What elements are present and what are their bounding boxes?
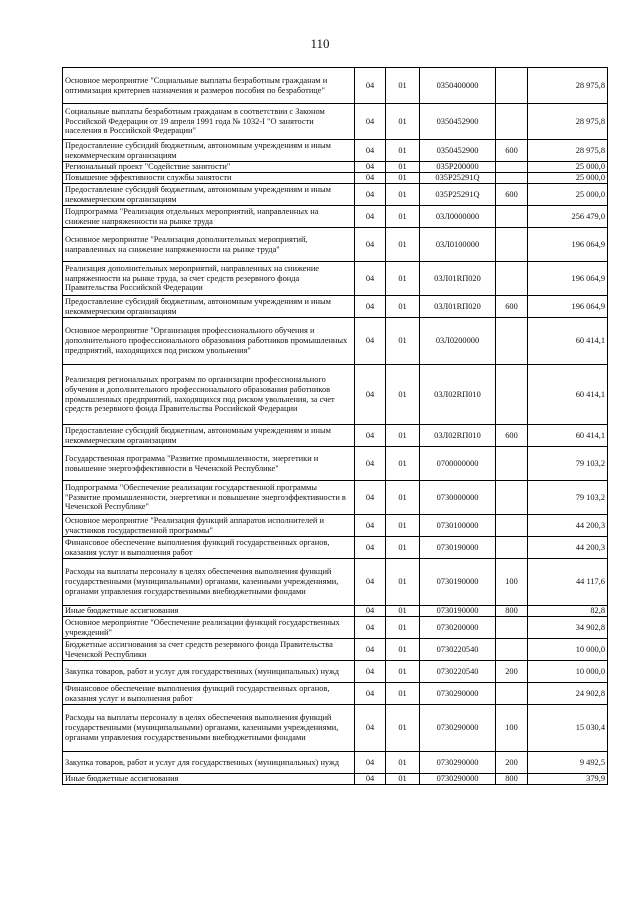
table-row — [63, 559, 608, 606]
subsection-code-cell: 01 — [386, 140, 420, 162]
target-article-cell: 03Л0000000 — [420, 206, 496, 228]
section-code-cell: 04 — [355, 752, 386, 774]
expense-type-cell: 200 — [496, 752, 528, 774]
section-code-cell: 04 — [355, 162, 386, 173]
expense-name-cell: Расходы на выплаты персоналу в целях обеспечения выполнения функций государственными (муниципальными) органами, казенными учреждениями, органами управления государственными внебюджетными фондами — [63, 559, 355, 606]
table-row — [63, 68, 608, 104]
table-row — [63, 262, 608, 296]
amount-cell: 60 414,1 — [528, 425, 608, 447]
table-row — [63, 173, 608, 184]
section-code-cell: 04 — [355, 639, 386, 661]
target-article-cell: 0730000000 — [420, 481, 496, 515]
section-code-cell: 04 — [355, 774, 386, 785]
amount-cell: 196 064,9 — [528, 228, 608, 262]
expense-type-cell — [496, 481, 528, 515]
target-article-cell: 035P25291Q — [420, 184, 496, 206]
expense-name-cell: Предоставление субсидий бюджетным, автономным учреждениям и иным некоммерческим организациям — [63, 140, 355, 162]
expense-type-cell: 600 — [496, 425, 528, 447]
table-row — [63, 162, 608, 173]
section-code-cell: 04 — [355, 68, 386, 104]
target-article-cell: 03Л02RП010 — [420, 425, 496, 447]
table-row — [63, 774, 608, 785]
section-code-cell: 04 — [355, 683, 386, 705]
expense-name-cell: Предоставление субсидий бюджетным, автономным учреждениям и иным некоммерческим организациям — [63, 425, 355, 447]
target-article-cell: 0730190000 — [420, 537, 496, 559]
table-row — [63, 140, 608, 162]
subsection-code-cell: 01 — [386, 206, 420, 228]
expense-name-cell: Предоставление субсидий бюджетным, автономным учреждениям и иным некоммерческим организациям — [63, 184, 355, 206]
expense-type-cell: 800 — [496, 606, 528, 617]
page-number: 110 — [310, 36, 330, 51]
target-article-cell: 0730220540 — [420, 639, 496, 661]
target-article-cell: 03Л01RП020 — [420, 296, 496, 318]
section-code-cell: 04 — [355, 447, 386, 481]
target-article-cell: 03Л0200000 — [420, 318, 496, 365]
expense-name-cell: Социальные выплаты безработным гражданам в соответствии с Законом Российской Федерации от 19 апреля 1991 года № 1032-I "О занятости населения в Российской Федерации" — [63, 104, 355, 140]
expense-type-cell — [496, 365, 528, 425]
subsection-code-cell: 01 — [386, 559, 420, 606]
expense-type-cell — [496, 262, 528, 296]
section-code-cell: 04 — [355, 606, 386, 617]
expense-type-cell: 600 — [496, 296, 528, 318]
target-article-cell: 0700000000 — [420, 447, 496, 481]
table-row — [63, 296, 608, 318]
expense-name-cell: Закупка товаров, работ и услуг для государственных (муниципальных) нужд — [63, 661, 355, 683]
subsection-code-cell: 01 — [386, 318, 420, 365]
section-code-cell: 04 — [355, 481, 386, 515]
section-code-cell: 04 — [355, 365, 386, 425]
target-article-cell: 035P25291Q — [420, 173, 496, 184]
target-article-cell: 0730190000 — [420, 559, 496, 606]
subsection-code-cell: 01 — [386, 515, 420, 537]
section-code-cell: 04 — [355, 559, 386, 606]
expense-name-cell: Иные бюджетные ассигнования — [63, 774, 355, 785]
section-code-cell: 04 — [355, 184, 386, 206]
amount-cell: 34 902,8 — [528, 617, 608, 639]
expense-type-cell — [496, 683, 528, 705]
subsection-code-cell: 01 — [386, 447, 420, 481]
table-row — [63, 705, 608, 752]
section-code-cell: 04 — [355, 318, 386, 365]
section-code-cell: 04 — [355, 661, 386, 683]
target-article-cell: 0730290000 — [420, 752, 496, 774]
expense-type-cell — [496, 162, 528, 173]
expense-type-cell — [496, 318, 528, 365]
table-row — [63, 752, 608, 774]
expense-type-cell: 800 — [496, 774, 528, 785]
amount-cell: 256 479,0 — [528, 206, 608, 228]
subsection-code-cell: 01 — [386, 606, 420, 617]
amount-cell: 9 492,5 — [528, 752, 608, 774]
subsection-code-cell: 01 — [386, 639, 420, 661]
expense-type-cell: 100 — [496, 559, 528, 606]
expense-name-cell: Региональный проект "Содействие занятости" — [63, 162, 355, 173]
section-code-cell: 04 — [355, 104, 386, 140]
subsection-code-cell: 01 — [386, 262, 420, 296]
subsection-code-cell: 01 — [386, 481, 420, 515]
table-row — [63, 184, 608, 206]
target-article-cell: 0730190000 — [420, 606, 496, 617]
amount-cell: 25 000,0 — [528, 173, 608, 184]
target-article-cell: 03Л01RП020 — [420, 262, 496, 296]
subsection-code-cell: 01 — [386, 68, 420, 104]
amount-cell: 379,9 — [528, 774, 608, 785]
expense-name-cell: Основное мероприятие "Реализация функций аппаратов исполнителей и участников государственной программы" — [63, 515, 355, 537]
subsection-code-cell: 01 — [386, 162, 420, 173]
expense-name-cell: Предоставление субсидий бюджетным, автономным учреждениям и иным некоммерческим организациям — [63, 296, 355, 318]
target-article-cell: 03Л02RП010 — [420, 365, 496, 425]
amount-cell: 25 000,0 — [528, 184, 608, 206]
expense-type-cell — [496, 173, 528, 184]
subsection-code-cell: 01 — [386, 683, 420, 705]
target-article-cell: 0730200000 — [420, 617, 496, 639]
subsection-code-cell: 01 — [386, 228, 420, 262]
table-row — [63, 206, 608, 228]
expense-type-cell: 600 — [496, 184, 528, 206]
expense-type-cell: 200 — [496, 661, 528, 683]
table-row — [63, 515, 608, 537]
subsection-code-cell: 01 — [386, 425, 420, 447]
amount-cell: 24 902,8 — [528, 683, 608, 705]
expense-name-cell: Финансовое обеспечение выполнения функций государственных органов, оказания услуг и выполнения работ — [63, 683, 355, 705]
table-row — [63, 318, 608, 365]
expense-name-cell: Основное мероприятие "Организация профессионального обучения и дополнительного профессионального образования работников промышленных предприятий, находящихся под риском увольнения" — [63, 318, 355, 365]
section-code-cell: 04 — [355, 173, 386, 184]
table-row — [63, 639, 608, 661]
target-article-cell: 0730290000 — [420, 683, 496, 705]
table-row — [63, 537, 608, 559]
section-code-cell: 04 — [355, 537, 386, 559]
amount-cell: 79 103,2 — [528, 481, 608, 515]
section-code-cell: 04 — [355, 140, 386, 162]
amount-cell: 28 975,8 — [528, 104, 608, 140]
table-row — [63, 606, 608, 617]
expense-type-cell — [496, 515, 528, 537]
amount-cell: 44 117,6 — [528, 559, 608, 606]
amount-cell: 60 414,1 — [528, 365, 608, 425]
subsection-code-cell: 01 — [386, 752, 420, 774]
expense-name-cell: Бюджетные ассигнования за счет средств резервного фонда Правительства Чеченской Республики — [63, 639, 355, 661]
amount-cell: 44 200,3 — [528, 537, 608, 559]
expense-type-cell: 600 — [496, 140, 528, 162]
section-code-cell: 04 — [355, 228, 386, 262]
section-code-cell: 04 — [355, 705, 386, 752]
section-code-cell: 04 — [355, 262, 386, 296]
amount-cell: 28 975,8 — [528, 68, 608, 104]
amount-cell: 25 000,0 — [528, 162, 608, 173]
expense-name-cell: Реализация дополнительных мероприятий, направленных на снижение напряженности на рынке труда, за счет средств резервного фонда Правительства Российской Федерации — [63, 262, 355, 296]
amount-cell: 44 200,3 — [528, 515, 608, 537]
budget-table-body — [63, 68, 608, 785]
amount-cell: 60 414,1 — [528, 318, 608, 365]
target-article-cell: 035P200000 — [420, 162, 496, 173]
expense-type-cell — [496, 68, 528, 104]
target-article-cell: 0730290000 — [420, 705, 496, 752]
amount-cell: 196 064,9 — [528, 296, 608, 318]
table-row — [63, 661, 608, 683]
expense-type-cell — [496, 617, 528, 639]
expense-name-cell: Реализация региональных программ по организации профессионального обучения и дополнительного профессионального образования работников промышленных предприятий, находящихся под риском увольнения, за счет средств резервного фонда Правительства Российской Федерации — [63, 365, 355, 425]
table-row — [63, 683, 608, 705]
subsection-code-cell: 01 — [386, 705, 420, 752]
amount-cell: 10 000,0 — [528, 639, 608, 661]
section-code-cell: 04 — [355, 425, 386, 447]
table-row — [63, 104, 608, 140]
target-article-cell: 0730290000 — [420, 774, 496, 785]
subsection-code-cell: 01 — [386, 184, 420, 206]
target-article-cell: 0350452900 — [420, 104, 496, 140]
table-row — [63, 425, 608, 447]
target-article-cell: 0350452900 — [420, 140, 496, 162]
expense-name-cell: Основное мероприятие "Социальные выплаты безработным гражданам и оптимизация критериев назначения и размеров пособия по безработице" — [63, 68, 355, 104]
target-article-cell: 03Л0100000 — [420, 228, 496, 262]
section-code-cell: 04 — [355, 515, 386, 537]
amount-cell: 10 000,0 — [528, 661, 608, 683]
section-code-cell: 04 — [355, 206, 386, 228]
expense-name-cell: Иные бюджетные ассигнования — [63, 606, 355, 617]
expense-name-cell: Финансовое обеспечение выполнения функций государственных органов, оказания услуг и выполнения работ — [63, 537, 355, 559]
table-row — [63, 617, 608, 639]
subsection-code-cell: 01 — [386, 537, 420, 559]
expense-name-cell: Расходы на выплаты персоналу в целях обеспечения выполнения функций государственными (муниципальными) органами, казенными учреждениями, органами управления государственными внебюджетными фондами — [63, 705, 355, 752]
amount-cell: 196 064,9 — [528, 262, 608, 296]
expense-name-cell: Основное мероприятие "Реализация дополнительных мероприятий, направленных на снижение напряженности на рынке труда" — [63, 228, 355, 262]
expense-name-cell: Подпрограмма "Обеспечение реализации государственной программы "Развитие промышленности, энергетики и повышение энергоэффективности в Чеченской Республике" — [63, 481, 355, 515]
expense-type-cell — [496, 537, 528, 559]
subsection-code-cell: 01 — [386, 774, 420, 785]
target-article-cell: 0730220540 — [420, 661, 496, 683]
expense-name-cell: Основное мероприятие "Обеспечение реализации функций государственных учреждений" — [63, 617, 355, 639]
amount-cell: 15 030,4 — [528, 705, 608, 752]
subsection-code-cell: 01 — [386, 661, 420, 683]
expense-name-cell: Повышение эффективности службы занятости — [63, 173, 355, 184]
subsection-code-cell: 01 — [386, 296, 420, 318]
section-code-cell: 04 — [355, 617, 386, 639]
subsection-code-cell: 01 — [386, 104, 420, 140]
budget-table — [62, 67, 608, 785]
subsection-code-cell: 01 — [386, 365, 420, 425]
amount-cell: 28 975,8 — [528, 140, 608, 162]
expense-type-cell — [496, 228, 528, 262]
subsection-code-cell: 01 — [386, 173, 420, 184]
amount-cell: 82,8 — [528, 606, 608, 617]
target-article-cell: 0730100000 — [420, 515, 496, 537]
expense-type-cell: 100 — [496, 705, 528, 752]
expense-name-cell: Закупка товаров, работ и услуг для государственных (муниципальных) нужд — [63, 752, 355, 774]
amount-cell: 79 103,2 — [528, 447, 608, 481]
target-article-cell: 0350400000 — [420, 68, 496, 104]
section-code-cell: 04 — [355, 296, 386, 318]
table-row — [63, 481, 608, 515]
expense-type-cell — [496, 639, 528, 661]
table-row — [63, 228, 608, 262]
table-row — [63, 447, 608, 481]
subsection-code-cell: 01 — [386, 617, 420, 639]
table-row — [63, 365, 608, 425]
expense-type-cell — [496, 206, 528, 228]
expense-type-cell — [496, 104, 528, 140]
expense-name-cell: Государственная программа "Развитие промышленности, энергетики и повышение энергоэффективности в Чеченской Республике" — [63, 447, 355, 481]
expense-name-cell: Подпрограмма "Реализация отдельных мероприятий, направленных на снижение напряженности на рынке труда — [63, 206, 355, 228]
expense-type-cell — [496, 447, 528, 481]
